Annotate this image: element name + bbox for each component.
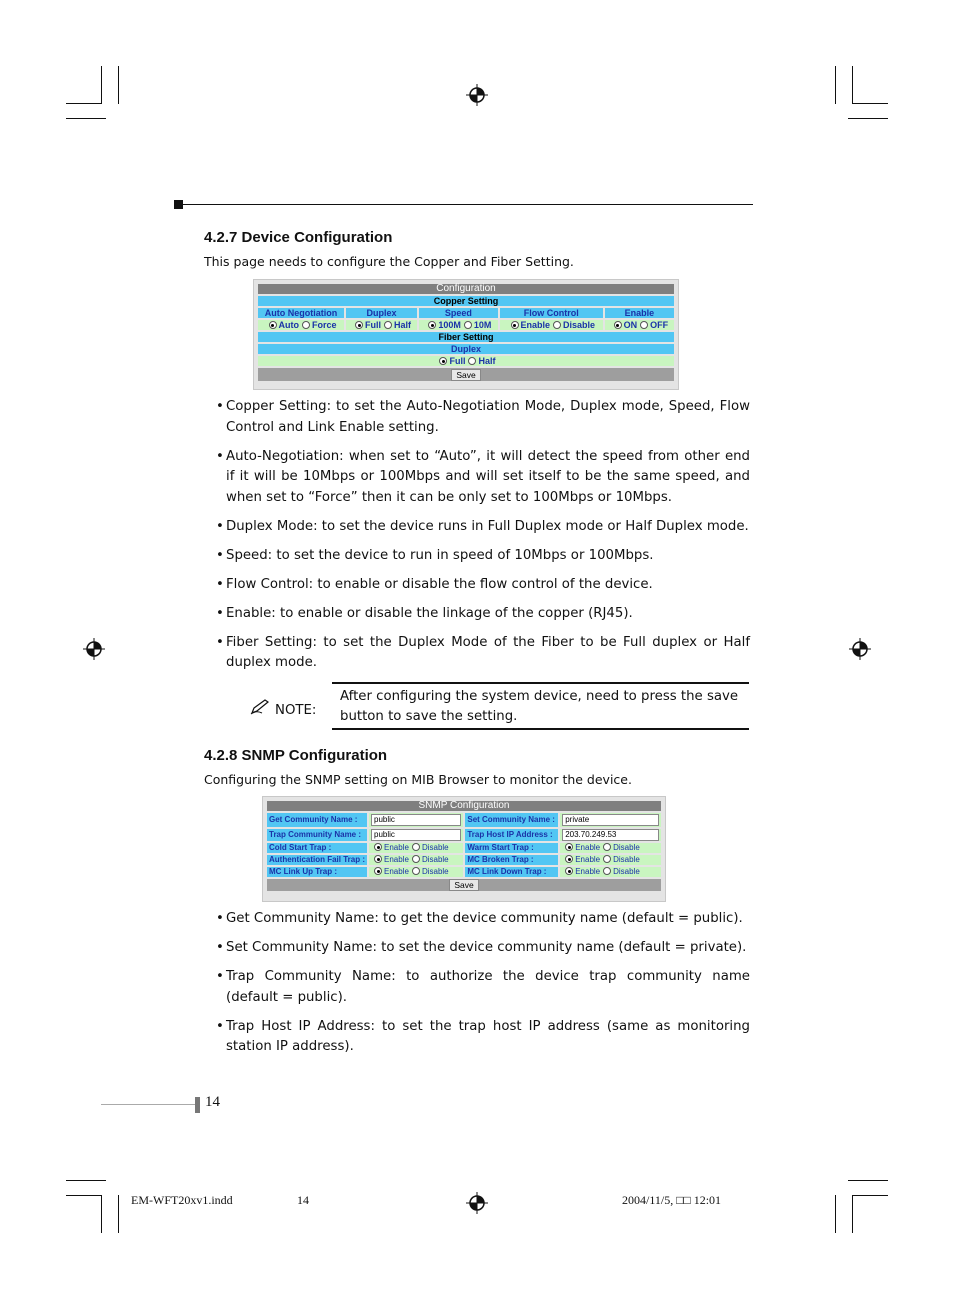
radio-speed-100m[interactable] xyxy=(428,321,436,329)
list-item: • Trap Host IP Address: to set the trap host IP address (same as monitoring station IP address). xyxy=(216,1018,750,1054)
configuration-screenshot xyxy=(253,279,679,390)
radio-linkup-enable[interactable] xyxy=(374,867,382,875)
radio-auto-label: Auto xyxy=(278,320,300,330)
configuration-table xyxy=(256,282,676,383)
get-community-input[interactable]: public xyxy=(371,814,461,826)
radio-label: Disable xyxy=(421,843,449,852)
radio-warm-disable[interactable] xyxy=(603,843,611,851)
list-item: • Copper Setting: to set the Auto-Negotiation Mode, Duplex mode, Speed, Flow Control and Link Enable setting. xyxy=(216,399,750,435)
radio-label: Disable xyxy=(421,867,449,876)
list-item: • Get Community Name: to get the device community name (default = public). xyxy=(216,911,743,926)
radio-flow-enable-label: Enable xyxy=(520,320,551,330)
snmp-save-button[interactable]: Save xyxy=(449,879,478,891)
fiber-duplex-header: Duplex xyxy=(258,344,674,354)
list-item: • Speed: to set the device to run in speed of 10Mbps or 100Mbps. xyxy=(216,547,654,563)
warm-start-label: Warm Start Trap : xyxy=(465,843,558,853)
radio-linkup-disable[interactable] xyxy=(412,867,420,875)
set-community-input[interactable]: private xyxy=(562,814,659,826)
snmp-table xyxy=(265,799,663,893)
snmp-configuration-screenshot xyxy=(262,796,666,902)
radio-duplex-half[interactable] xyxy=(384,321,392,329)
snmp-title: SNMP Configuration xyxy=(267,801,661,811)
note-text: After configuring the system device, need to press the save button to save the setting. xyxy=(340,689,739,724)
radio-label: Enable xyxy=(384,855,409,864)
radio-label: Disable xyxy=(613,843,640,852)
list-item: • Duplex Mode: to set the device runs in Full Duplex mode or Half Duplex mode. xyxy=(216,518,749,534)
note-label: NOTE: xyxy=(275,703,317,718)
radio-label: Enable xyxy=(384,867,409,876)
radio-duplex-full[interactable] xyxy=(355,321,363,329)
radio-force-label: Force xyxy=(312,320,337,330)
radio-auth-disable[interactable] xyxy=(412,855,420,863)
set-community-label: Set Community Name : xyxy=(465,813,558,827)
radio-enable-on[interactable] xyxy=(614,321,622,329)
radio-label: Disable xyxy=(421,855,449,864)
list-item: • Trap Community Name: to authorize the device trap community name (default = public). xyxy=(216,969,750,1005)
section-heading-snmp-configuration: 4.2.8 SNMP Configuration xyxy=(204,747,388,764)
slug-datetime: 2004/11/5, □□ 12:01 xyxy=(622,1193,722,1207)
registration-mark-icon xyxy=(83,638,105,660)
mc-broken-label: MC Broken Trap : xyxy=(465,855,558,865)
radio-duplex-half-label: Half xyxy=(394,320,412,330)
radio-auth-enable[interactable] xyxy=(374,855,382,863)
radio-force[interactable] xyxy=(302,321,310,329)
registration-mark-icon xyxy=(466,1192,488,1214)
bullet-list-427 xyxy=(216,397,750,674)
radio-label: Enable xyxy=(575,855,601,864)
radio-flow-enable[interactable] xyxy=(511,321,519,329)
registration-mark-icon xyxy=(466,84,488,106)
radio-flow-disable[interactable] xyxy=(553,321,561,329)
list-item: • Enable: to enable or disable the linkage of the copper (RJ45). xyxy=(216,605,633,621)
radio-duplex-full-label: Full xyxy=(365,320,382,330)
column-auto-negotiation: Auto Negotiation xyxy=(258,308,344,318)
radio-label: Disable xyxy=(613,867,640,876)
radio-auto[interactable] xyxy=(269,321,277,329)
radio-label: Enable xyxy=(575,867,601,876)
radio-label: Disable xyxy=(613,855,640,864)
section-heading-device-configuration: 4.2.7 Device Configuration xyxy=(204,229,393,246)
list-item: • Fiber Setting: to set the Duplex Mode of the Fiber to be Full duplex or Half duplex mode. xyxy=(216,634,750,670)
section-intro: This page needs to configure the Copper and Fiber Setting. xyxy=(204,254,574,269)
list-item: • Auto-Negotiation: when set to “Auto”, it will detect the speed from other end if it will be 10Mbps or 100Mbps and will set itself to be the same speed, and when set to “Force” then it can be only set to 100Mbps or 10Mbps. xyxy=(216,448,750,505)
get-community-label: Get Community Name : xyxy=(267,813,367,827)
radio-fiber-half[interactable] xyxy=(468,357,476,365)
radio-cold-enable[interactable] xyxy=(374,843,382,851)
pencil-icon xyxy=(250,699,270,715)
radio-enable-on-label: ON xyxy=(623,320,638,330)
copper-setting-header: Copper Setting xyxy=(258,296,674,306)
trap-host-label: Trap Host IP Address : xyxy=(465,829,558,841)
section-intro: Configuring the SNMP setting on MIB Browser to monitor the device. xyxy=(204,772,632,787)
radio-speed-10m[interactable] xyxy=(464,321,472,329)
slug-filename: EM-WFT20xv1.indd xyxy=(131,1193,233,1207)
radio-fiber-half-label: Half xyxy=(478,356,496,366)
radio-enable-off[interactable] xyxy=(640,321,648,329)
radio-label: Enable xyxy=(384,843,409,852)
list-item: • Flow Control: to enable or disable the flow control of the device. xyxy=(216,576,653,592)
trap-community-input[interactable]: public xyxy=(371,829,461,841)
trap-host-input[interactable]: 203.70.249.53 xyxy=(562,829,659,841)
radio-fiber-full[interactable] xyxy=(439,357,447,365)
radio-linkdown-disable[interactable] xyxy=(603,867,611,875)
radio-flow-disable-label: Disable xyxy=(563,320,596,330)
radio-broken-disable[interactable] xyxy=(603,855,611,863)
radio-warm-enable[interactable] xyxy=(565,843,573,851)
registration-mark-icon xyxy=(849,638,871,660)
page-number: 14 xyxy=(205,1094,220,1110)
column-speed: Speed xyxy=(419,308,498,318)
cold-start-label: Cold Start Trap : xyxy=(267,843,367,853)
column-enable: Enable xyxy=(605,308,674,318)
config-title: Configuration xyxy=(258,284,674,294)
list-item: • Set Community Name: to set the device community name (default = private). xyxy=(216,940,747,955)
mc-linkdown-label: MC Link Down Trap : xyxy=(465,867,558,877)
radio-cold-disable[interactable] xyxy=(412,843,420,851)
radio-linkdown-enable[interactable] xyxy=(565,867,573,875)
radio-broken-enable[interactable] xyxy=(565,855,573,863)
radio-enable-off-label: OFF xyxy=(650,320,669,330)
column-duplex: Duplex xyxy=(346,308,417,318)
slug-page: 14 xyxy=(297,1193,309,1207)
radio-fiber-full-label: Full xyxy=(449,356,466,366)
fiber-setting-header: Fiber Setting xyxy=(258,332,674,342)
mc-linkup-label: MC Link Up Trap : xyxy=(267,867,367,877)
trap-community-label: Trap Community Name : xyxy=(267,829,367,841)
bullet-list-428 xyxy=(216,909,750,1058)
radio-label: Enable xyxy=(575,843,601,852)
column-flow-control: Flow Control xyxy=(500,308,603,318)
save-button[interactable]: Save xyxy=(451,369,480,381)
radio-speed-10m-label: 10M xyxy=(473,320,492,330)
radio-speed-100m-label: 100M xyxy=(438,320,461,330)
auth-fail-label: Authentication Fail Trap : xyxy=(269,855,366,864)
